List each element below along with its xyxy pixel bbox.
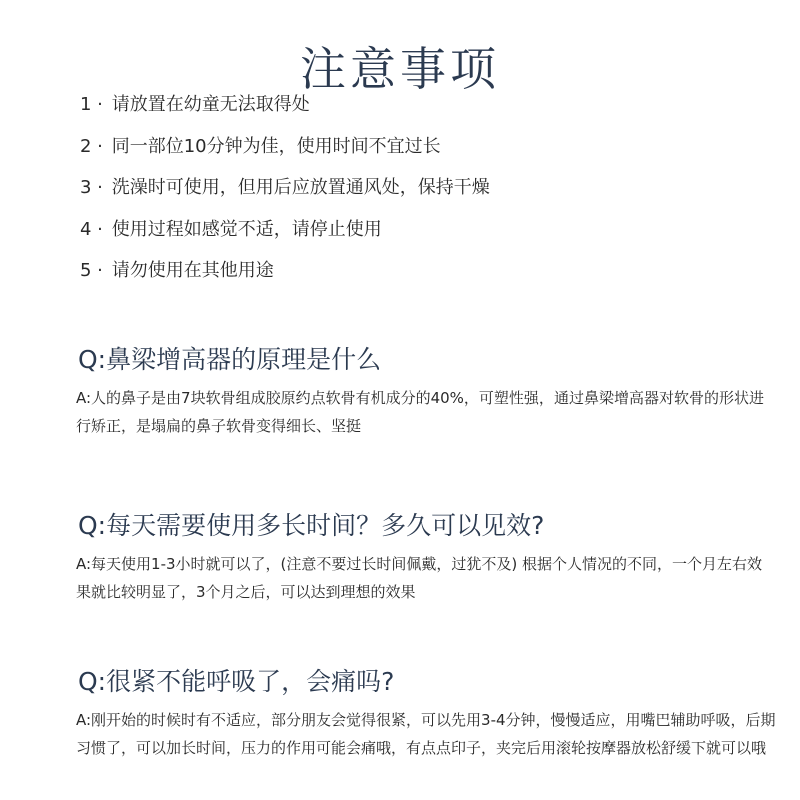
notice-list: [80, 88, 760, 296]
qa-question: Q:鼻梁增高器的原理是什么: [78, 345, 382, 374]
qa-answer: A:刚开始的时候时有不适应，部分朋友会觉得很紧，可以先用3-4分钟，慢慢适应，用嘴巴辅助呼吸，后期习惯了，可以加长时间，压力的作用可能会痛哦，有点点印子，夹完后用滚轮按摩器放松舒缓下就可以哦: [76, 711, 776, 757]
notice-item: [80, 88, 760, 130]
qa-block: [78, 662, 778, 762]
notice-number: 1 ·: [80, 94, 103, 115]
notice-text: 请勿使用在其他用途: [111, 260, 274, 281]
notice-item: [80, 213, 760, 255]
notice-number: 5 ·: [80, 260, 103, 281]
qa-question: Q:每天需要使用多长时间？多久可以见效?: [78, 511, 545, 540]
notice-text: 使用过程如感觉不适，请停止使用: [111, 218, 382, 240]
qa-answer: A:每天使用1-3小时就可以了，(注意不要过长时间佩戴，过犹不及) 根据个人情况的不同，一个月左右效果就比较明显了，3个月之后，可以达到理想的效果: [76, 555, 763, 601]
notice-item: [80, 254, 760, 296]
notice-item: [80, 130, 760, 172]
qa-block: [78, 340, 778, 440]
notice-number: 3 ·: [80, 177, 103, 198]
notice-number: 2 ·: [80, 135, 103, 157]
notice-item: [80, 171, 760, 213]
page-title: 注意事项: [300, 41, 500, 96]
notice-text: 请放置在幼童无法取得处: [111, 94, 310, 115]
notice-text: 洗澡时可使用，但用后应放置通风处，保持干燥: [111, 177, 490, 198]
qa-block: [78, 506, 778, 606]
qa-answer: A:人的鼻子是由7块软骨组成胶原约点软骨有机成分的40%，可塑性强，通过鼻梁增高器对软骨的形状进行矫正，是塌扁的鼻子软骨变得细长、坚挺: [76, 389, 764, 435]
qa-question: Q:很紧不能呼吸了，会痛吗?: [78, 667, 395, 696]
notice-text: 同一部位10分钟为佳，使用时间不宜过长: [111, 135, 441, 157]
notice-number: 4 ·: [80, 218, 103, 240]
